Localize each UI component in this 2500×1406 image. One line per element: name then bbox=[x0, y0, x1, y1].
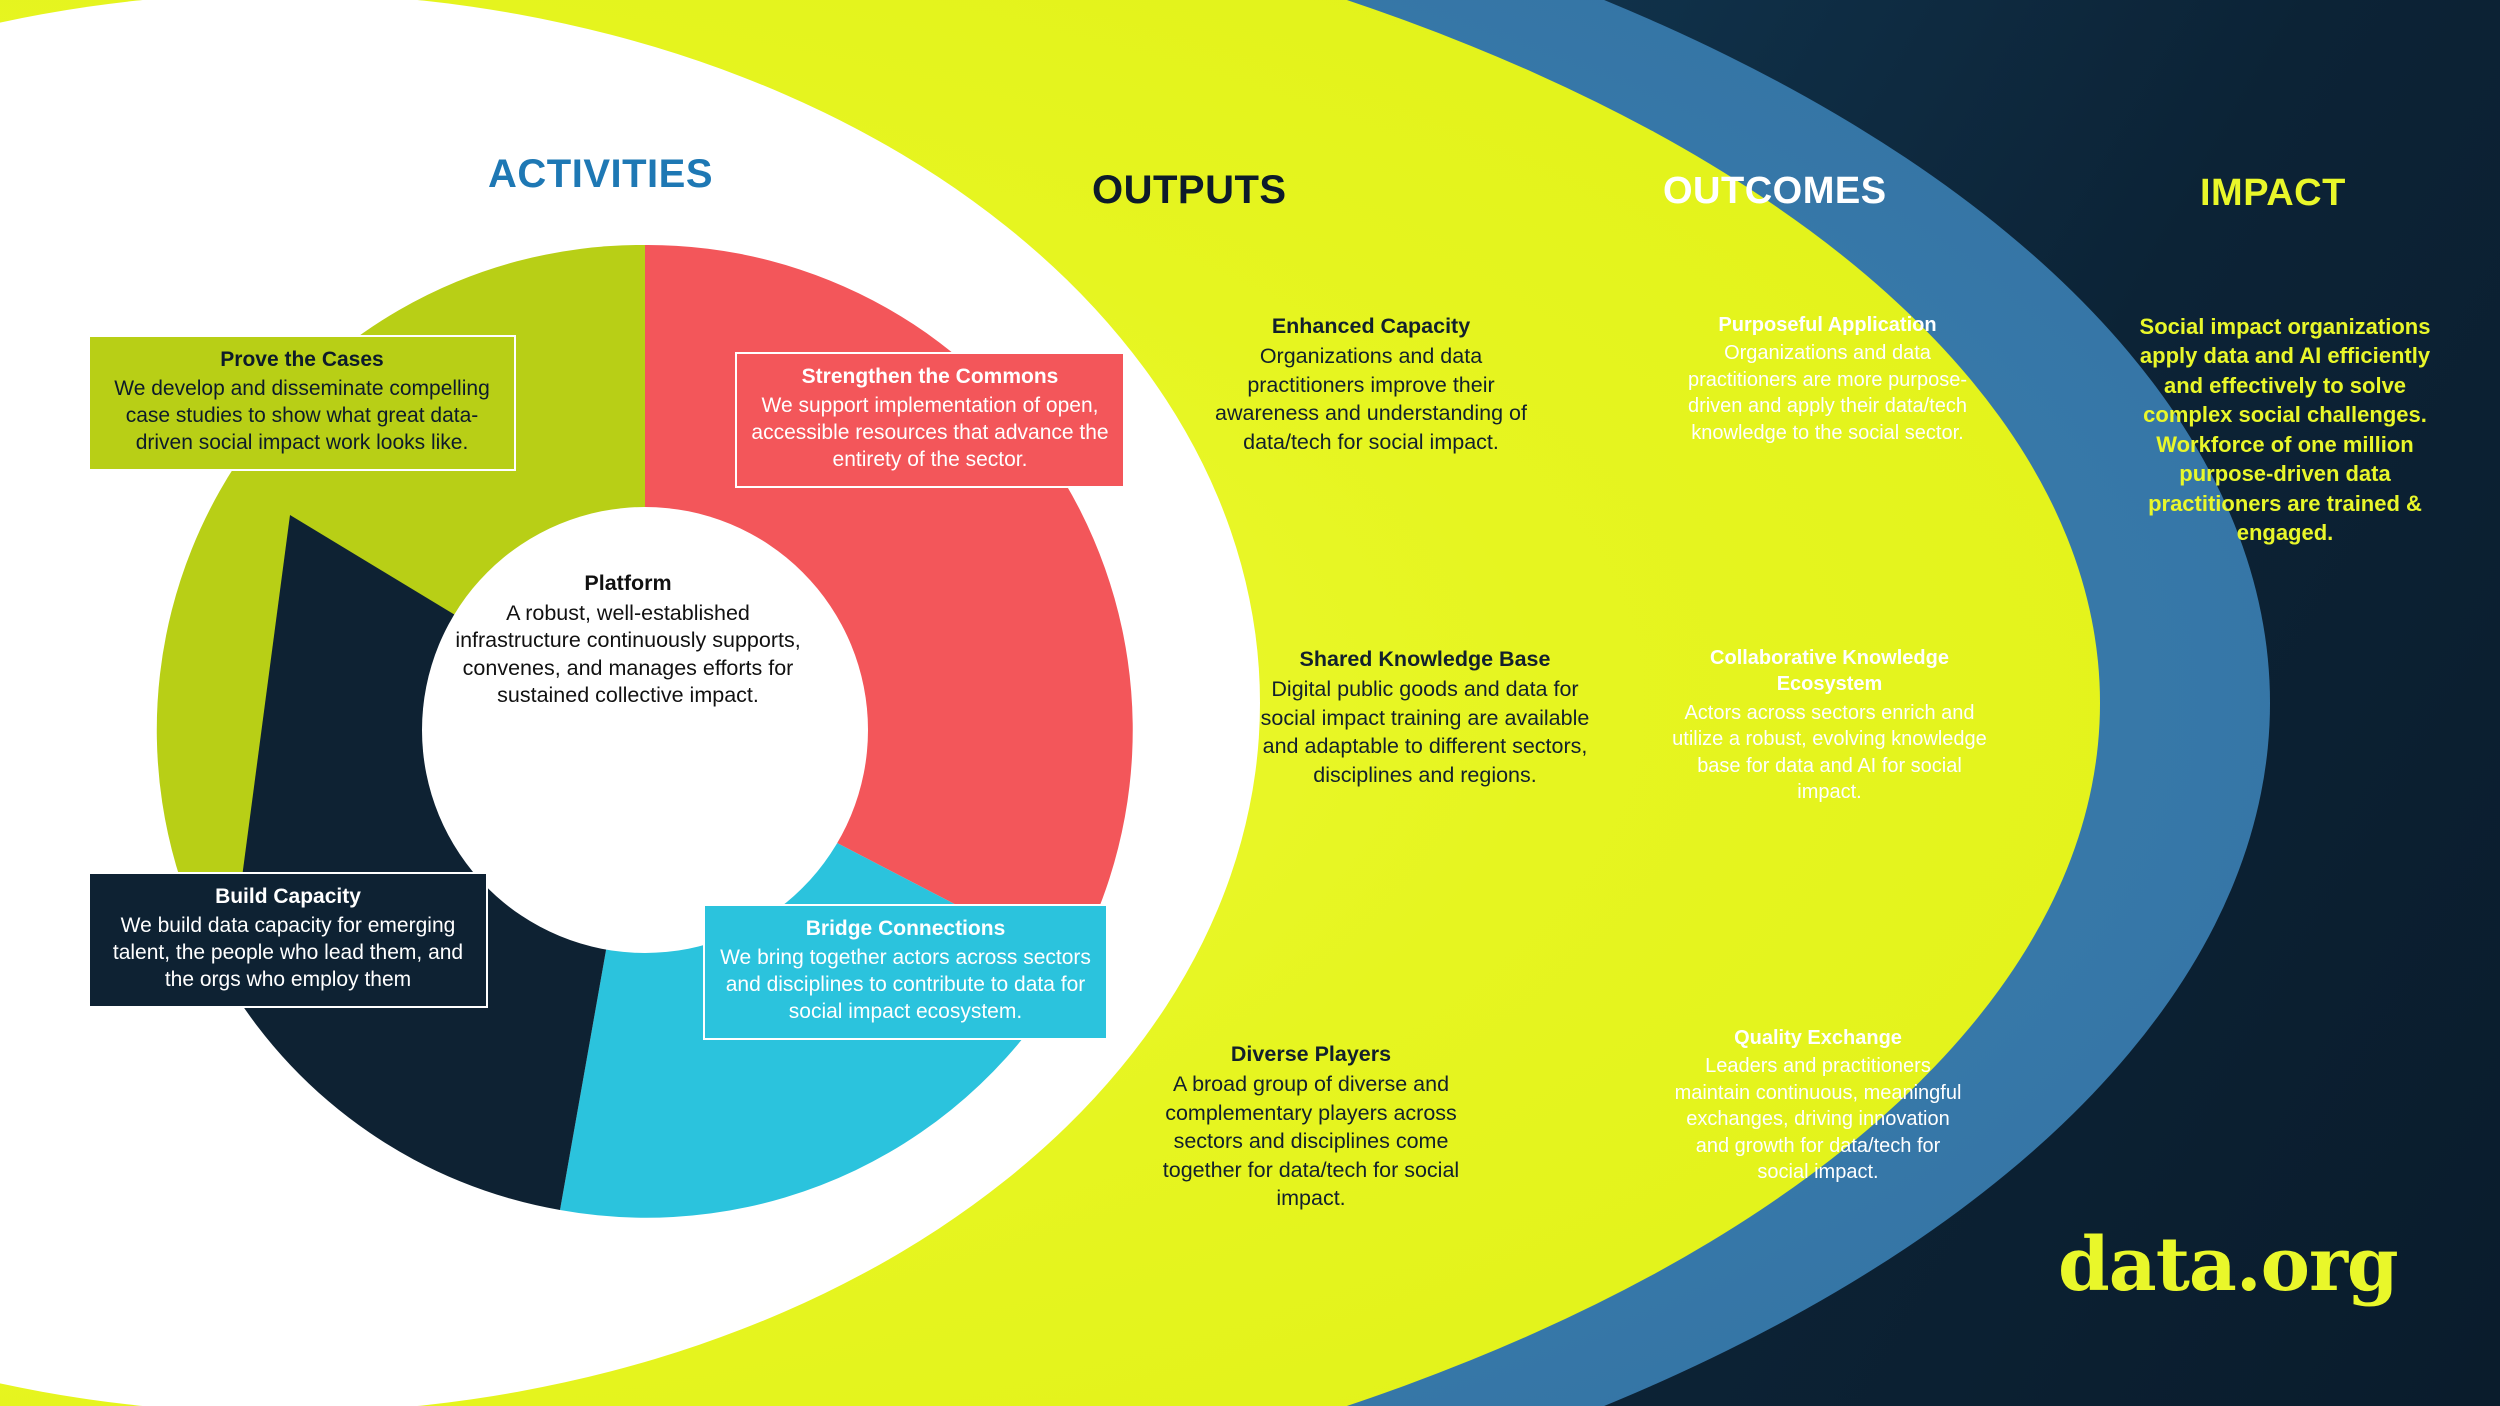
callout-title: Build Capacity bbox=[215, 885, 361, 908]
output-enhanced-capacity bbox=[1206, 312, 1536, 456]
output-body: Organizations and data practitioners improve their awareness and understanding of data/tech for social impact. bbox=[1215, 344, 1527, 454]
output-body: Digital public goods and data for social impact training are available and adaptable to different sectors, disciplines and regions. bbox=[1260, 677, 1590, 787]
column-header-outcomes: OUTCOMES bbox=[1663, 170, 1887, 212]
output-diverse-players bbox=[1146, 1040, 1476, 1212]
outcome-collaborative-knowledge-ecosystem bbox=[1672, 645, 1987, 805]
outcome-title: Collaborative Knowledge Ecosystem bbox=[1710, 647, 1949, 696]
outcome-title: Quality Exchange bbox=[1734, 1027, 1902, 1049]
callout-body: We build data capacity for emerging talent, the people who lead them, and the orgs who employ them bbox=[112, 913, 464, 991]
callout-prove-the-cases[interactable] bbox=[88, 335, 516, 471]
callout-title: Strengthen the Commons bbox=[801, 365, 1059, 388]
callout-title: Prove the Cases bbox=[220, 348, 384, 371]
output-title: Enhanced Capacity bbox=[1271, 314, 1471, 338]
data-org-logo: data.org bbox=[2058, 1222, 2398, 1308]
outcome-purposeful-application bbox=[1675, 312, 1980, 446]
column-header-impact: IMPACT bbox=[2200, 172, 2346, 214]
callout-bridge-connections[interactable] bbox=[703, 904, 1108, 1040]
column-header-activities: ACTIVITIES bbox=[488, 152, 714, 196]
output-title: Diverse Players bbox=[1230, 1042, 1392, 1066]
outcome-quality-exchange bbox=[1668, 1025, 1968, 1185]
column-header-outputs: OUTPUTS bbox=[1092, 168, 1287, 212]
output-title: Shared Knowledge Base bbox=[1299, 647, 1551, 671]
outcome-body: Actors across sectors enrich and utilize a robust, evolving knowledge base for data and AI for social impact. bbox=[1672, 701, 1987, 803]
output-body: A broad group of diverse and complementary players across sectors and disciplines come together for data/tech for social impact. bbox=[1162, 1072, 1460, 1210]
callout-build-capacity[interactable] bbox=[88, 872, 488, 1008]
output-shared-knowledge-base bbox=[1260, 645, 1590, 789]
callout-body: We bring together actors across sectors and disciplines to contribute to data for social impact ecosystem. bbox=[720, 945, 1091, 1023]
outcome-body: Leaders and practitioners maintain continuous, meaningful exchanges, driving innovation and growth for data/tech for social impact. bbox=[1674, 1055, 1962, 1183]
callout-body: We support implementation of open, accessible resources that advance the entirety of the sector. bbox=[751, 393, 1109, 471]
callout-strengthen-the-commons[interactable] bbox=[735, 352, 1125, 488]
outcome-body: Organizations and data practitioners are more purpose-driven and apply their data/tech knowledge to the social sector. bbox=[1687, 342, 1968, 444]
platform-body: A robust, well-established infrastructure continuously supports, convenes, and manages efforts for sustained collective impact. bbox=[455, 600, 801, 708]
callout-body: We develop and disseminate compelling case studies to show what great data-driven social impact work looks like. bbox=[114, 376, 490, 454]
impact-statement: Social impact organizations apply data and AI efficiently and effectively to solve complex social challenges. Workforce of one million purpose-driven data practitioners are trained & engaged. bbox=[2139, 314, 2431, 546]
platform-title: Platform bbox=[584, 571, 672, 595]
callout-title: Bridge Connections bbox=[805, 917, 1006, 940]
platform-description bbox=[443, 570, 813, 710]
outcome-title: Purposeful Application bbox=[1718, 314, 1937, 336]
